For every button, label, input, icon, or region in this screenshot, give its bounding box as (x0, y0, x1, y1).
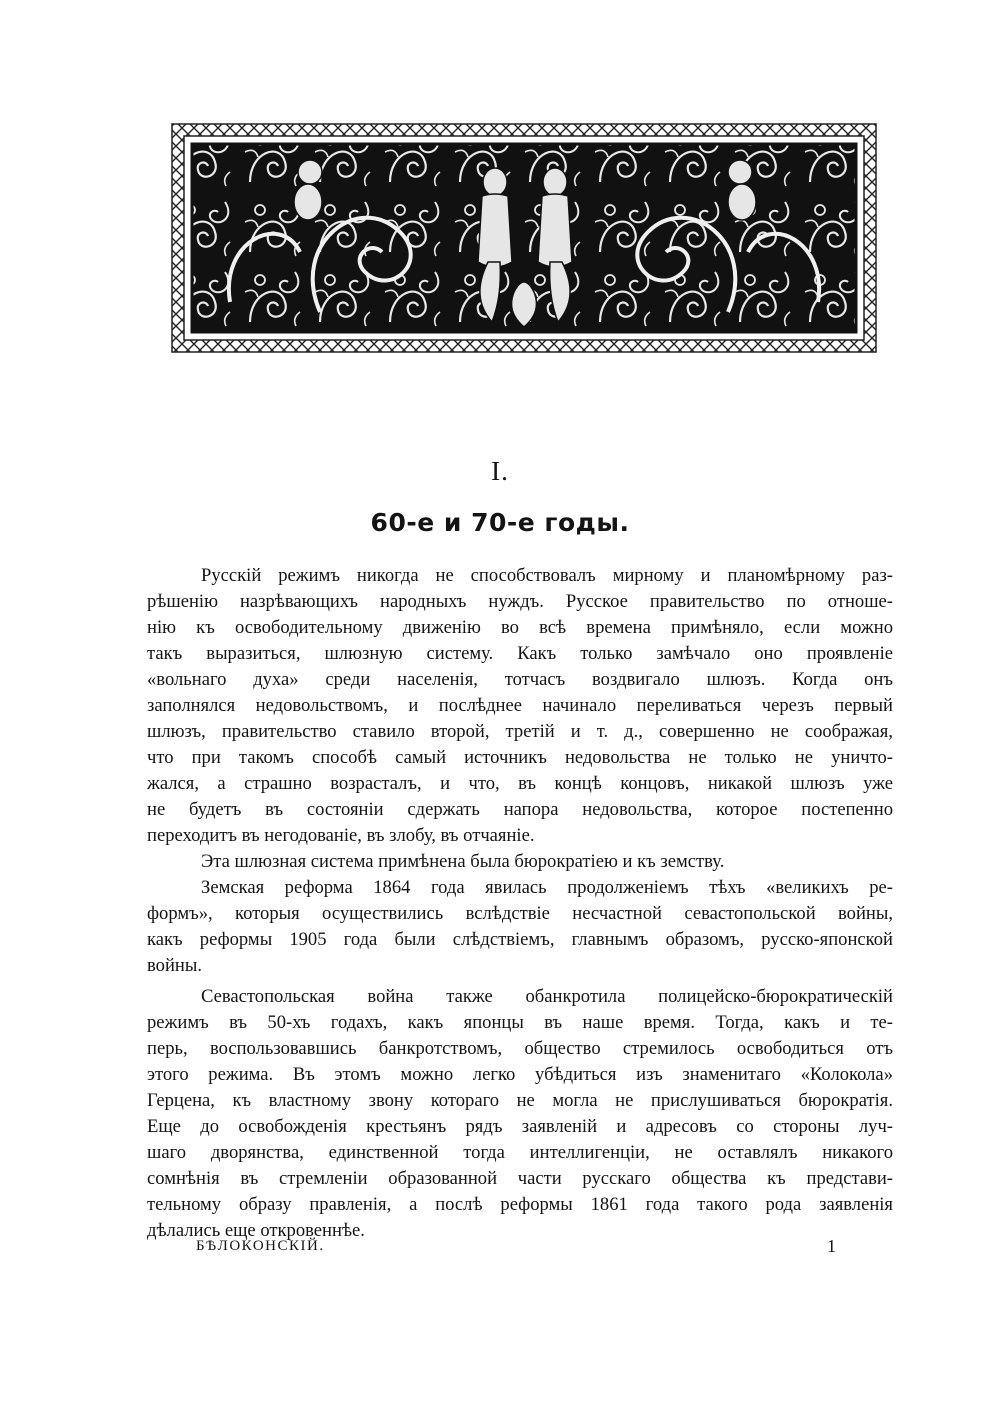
chapter-number: I. (491, 456, 509, 486)
text-line: переходитъ въ негодованіе, въ злобу, въ отчаяніе. (147, 825, 535, 846)
text-line: такъ выразиться, шлюзную систему. Какъ только замѣчало оно проявленіе (147, 643, 893, 664)
body-text (147, 563, 893, 1244)
text-line: сомнѣнія въ стремленіи образованной части русскаго общества къ представи- (147, 1168, 893, 1189)
text-line: Эта шлюзная система примѣнена была бюрократіею и къ земству. (201, 851, 725, 872)
text-line: Земская реформа 1864 года явилась продолженіемъ тѣхъ «великихъ ре- (201, 877, 893, 898)
page-footer (196, 1238, 836, 1262)
text-line: дѣлались еще откровеннѣе. (147, 1220, 365, 1241)
text-line: жался, а страшно возрасталъ, и что, въ концѣ концовъ, никакой шлюзъ уже (147, 773, 893, 794)
text-line: «вольнаго духа» среди населенія, тотчасъ воздвигало шлюзъ. Когда онъ (147, 669, 893, 690)
text-line: Севастопольская война также обанкротила полицейско-бюрократическій (201, 986, 893, 1007)
text-line: формъ», которыя осуществились вслѣдствіе несчастной севастопольской войны, (147, 903, 893, 924)
text-line: рѣшенію назрѣвающихъ народныхъ нуждъ. Русское правительство по отноше- (147, 591, 893, 612)
text-line: заполнялся недовольствомъ, и послѣднее начинало переливаться черезъ первый (147, 695, 893, 716)
footer-author: БѢЛОКОНСКІЙ. (196, 1238, 325, 1254)
text-line: режимъ въ 50-хъ годахъ, какъ японцы въ наше время. Тогда, какъ и те- (147, 1012, 893, 1033)
text-line: Герцена, къ властному звону котораго не могла не прислушиваться бюрократія. (147, 1090, 893, 1111)
text-line: Еще до освобожденія крестьянъ рядъ заявленій и адресовъ со стороны луч- (147, 1116, 893, 1137)
text-line: этого режима. Въ этомъ можно легко убѣдиться изъ знаменитаго «Колокола» (147, 1064, 893, 1085)
text-line: нію къ освободительному движенію во всѣ времена примѣняло, если можно (147, 617, 893, 638)
text-line: войны. (147, 955, 202, 976)
text-line: не будетъ въ состояніи сдержать напора недовольства, которое постепенно (147, 799, 893, 820)
text-line: что при такомъ способѣ самый источникъ недовольства не только не уничто- (147, 747, 893, 768)
text-line: шаго дворянства, единственной тогда интеллигенціи, не оставлялъ никакого (147, 1142, 893, 1163)
text-line: Русскій режимъ никогда не способствовалъ мирному и планомѣрному раз- (201, 565, 893, 586)
text-line: перь, воспользовавшись банкротствомъ, общество стремилось освободиться отъ (147, 1038, 893, 1059)
text-line: шлюзъ, правительство ставило второй, третій и т. д., совершенно не соображая, (147, 721, 893, 742)
text-line: какъ реформы 1905 года были слѣдствіемъ, главнымъ образомъ, русско-японской (147, 929, 893, 950)
ornamental-headpiece-icon (170, 122, 878, 354)
chapter-title: 60-е и 70-е годы. (370, 508, 630, 537)
text-line: тельному образу правленія, а послѣ реформы 1861 года такого рода заявленія (147, 1194, 893, 1215)
page-number: 1 (827, 1236, 836, 1256)
